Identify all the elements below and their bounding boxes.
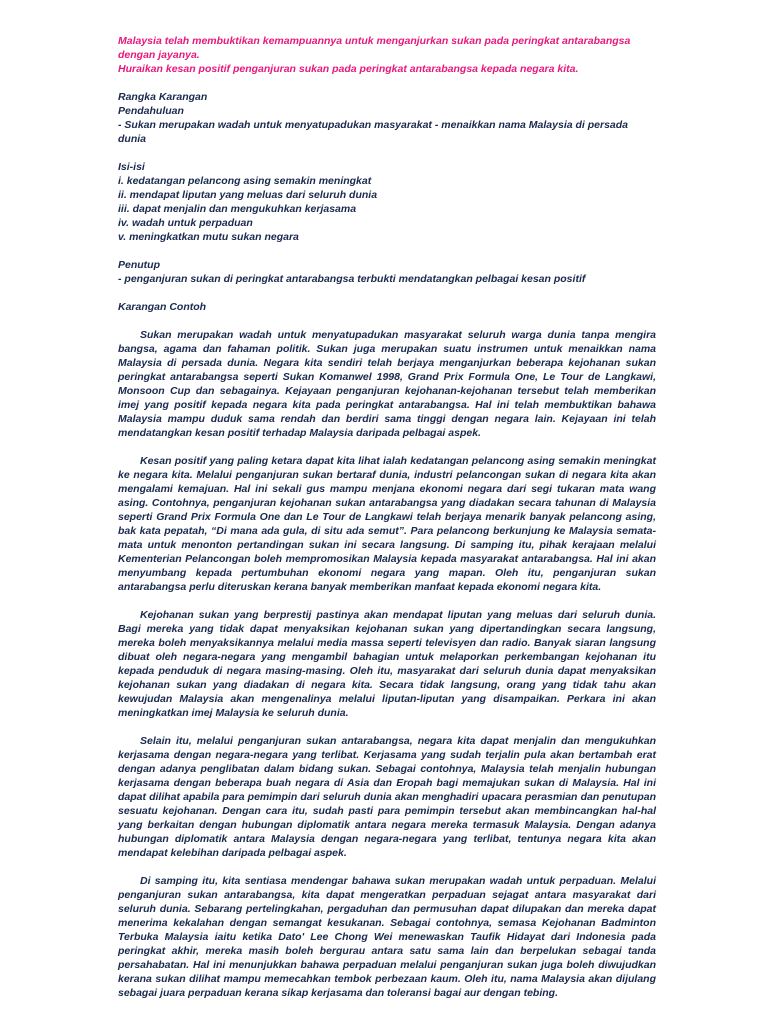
list-item: i. kedatangan pelancong asing semakin meningkat	[118, 175, 372, 187]
outline-body	[118, 160, 656, 244]
intro-point: - Sukan merupakan wadah untuk menyatupadukan masyarakat - menaikkan nama Malaysia di persada dunia	[118, 119, 629, 145]
document-page	[118, 34, 656, 1014]
list-item: ii. mendapat liputan yang meluas dari seluruh dunia	[118, 189, 378, 201]
question-block	[118, 34, 656, 76]
essay-paragraph: Kesan positif yang paling ketara dapat kita lihat ialah kedatangan pelancong asing semakin meningkat ke negara kita. Melalui penganjuran sukan bertaraf dunia, industri pelancongan sukan di negara kita akan mengalami kemajuan. Hal ini sekali gus mampu menjana ekonomi negara dari segi tukaran mata wang asing. Contohnya, penganjuran kejohanan sukan antarabangsa yang diadakan secara tahunan di Malaysia seperti Grand Prix Formula One dan Le Tour de Langkawi telah berjaya menarik banyak pelancong asing, bak kata pepatah, “Di mana ada gula, di situ ada semut”. Para pelancong berkunjung ke Malaysia semata-mata untuk menonton pertandingan sukan ini secara langsung. Di samping itu, pihak kerajaan melalui Kementerian Pelancongan boleh mempromosikan Malaysia kepada masyarakat antarabangsa. Hal ini akan menyumbang kepada pertumbuhan ekonomi negara yang mapan. Oleh itu, penganjuran sukan antarabangsa perlu diteruskan kerana banyak memberikan manfaat kepada ekonomi negara kita.	[118, 455, 656, 593]
outline-closing	[118, 258, 656, 286]
list-item: v. meningkatkan mutu sukan negara	[118, 231, 299, 243]
closing-point: - penganjuran sukan di peringkat antarabangsa terbukti mendatangkan pelbagai kesan positif	[118, 273, 586, 285]
question-instruction: Huraikan kesan positif penganjuran sukan pada peringkat antarabangsa kepada negara kita.	[118, 63, 579, 75]
closing-heading: Penutup	[118, 259, 160, 271]
essay-paragraph: Selain itu, melalui penganjuran sukan antarabangsa, negara kita dapat menjalin dan mengukuhkan kerjasama dengan negara-negara yang terlibat. Kerjasama yang sudah terjalin pula akan bertambah erat dengan adanya penglibatan dalam bidang sukan. Sebagai contohnya, Malaysia telah menjalin hubungan kerjasama dengan beberapa buah negara di Asia dan Eropah bagi memajukan sukan di Malaysia. Hal ini dapat dilihat apabila para pemimpin dari seluruh dunia akan menghadiri upacara perasmian dan penutupan sesuatu kejohanan. Dengan cara itu, sudah pasti para pemimpin tersebut akan membincangkan hal-hal yang berkaitan dengan hubungan diplomatik antara negara mereka termasuk Malaysia. Dengan adanya hubungan diplomatik antara Malaysia dengan negara-negara yang terlibat, tentunya negara kita akan mendapat kelebihan daripada pelbagai aspek.	[118, 735, 656, 859]
essay-heading-block	[118, 300, 656, 314]
essay-paragraph: Di samping itu, kita sentiasa mendengar bahawa sukan merupakan wadah untuk perpaduan. Melalui penganjuran sukan antarabangsa, kita dapat mengeratkan perpaduan sejagat antara masyarakat dari seluruh dunia. Sebarang pertelingkahan, pergaduhan dan permusuhan dapat dilupakan dan mereka dapat menerima kekalahan dengan semangat kesukanan. Sebagai contohnya, semasa Kejohanan Badminton Terbuka Malaysia iaitu ketika Dato' Lee Chong Wei menewaskan Taufik Hidayat dari Indonesia pada peringkat akhir, mereka masih boleh bergurau antara satu sama lain dan berpelukan sebagai tanda persahabatan. Hal ini menunjukkan bahawa perpaduan melalui penganjuran sukan juga boleh diwujudkan kerana sukan dilihat mampu memecahkan tembok perbezaan kaum. Oleh itu, nama Malaysia akan dijulang sebagai juara perpaduan kerana sikap kerjasama dan toleransi bagai aur dengan tebing.	[118, 875, 656, 999]
essay-paragraph: Sukan merupakan wadah untuk menyatupadukan masyarakat seluruh warga dunia tanpa mengira bangsa, agama dan fahaman politik. Sukan juga merupakan suatu instrumen untuk menaikkan nama Malaysia di persada dunia. Negara kita sendiri telah berjaya menganjurkan beberapa kejohanan sukan peringkat antarabangsa seperti Sukan Komanwel 1998, Grand Prix Formula One, Le Tour de Langkawi, Monsoon Cup dan sebagainya. Kejayaan penganjuran kejohanan-kejohanan tersebut telah memberikan imej yang positif kepada negara kita pada peringkat antarabangsa. Hal ini telah membuktikan bahawa Malaysia mampu duduk sama rendah dan berdiri sama tinggi dengan negara lain. Kejayaan ini telah mendatangkan kesan positif terhadap Malaysia daripada pelbagai aspek.	[118, 329, 656, 439]
outline-intro	[118, 90, 656, 146]
essay-heading: Karangan Contoh	[118, 301, 207, 313]
outline-heading: Rangka Karangan	[118, 91, 208, 103]
body-heading: Isi-isi	[118, 161, 145, 173]
intro-heading: Pendahuluan	[118, 105, 184, 117]
body-points-list	[118, 174, 656, 244]
list-item: iii. dapat menjalin dan mengukuhkan kerjasama	[118, 203, 357, 215]
question-statement: Malaysia telah membuktikan kemampuannya untuk menganjurkan sukan pada peringkat antarabangsa dengan jayanya.	[118, 35, 631, 61]
essay-paragraph: Kejohanan sukan yang berprestij pastinya akan mendapat liputan yang meluas dari seluruh dunia. Bagi mereka yang tidak dapat menyaksikan kejohanan sukan yang dipertandingkan secara langsung, mereka boleh menyaksikannya melalui media massa seperti televisyen dan radio. Banyak siaran langsung dibuat oleh negara-negara yang mengambil bahagian untuk melaporkan perkembangan kejohanan itu kepada penduduk di negara masing-masing. Oleh itu, masyarakat dari seluruh dunia dapat menyaksikan kejohanan sukan yang diadakan di negara kita. Secara tidak langsung, orang yang tidak tahu akan kewujudan Malaysia akan mengenalinya melalui liputan-liputan yang disampaikan. Perkara ini akan meningkatkan imej Malaysia ke seluruh dunia.	[118, 609, 656, 719]
list-item: iv. wadah untuk perpaduan	[118, 217, 253, 229]
